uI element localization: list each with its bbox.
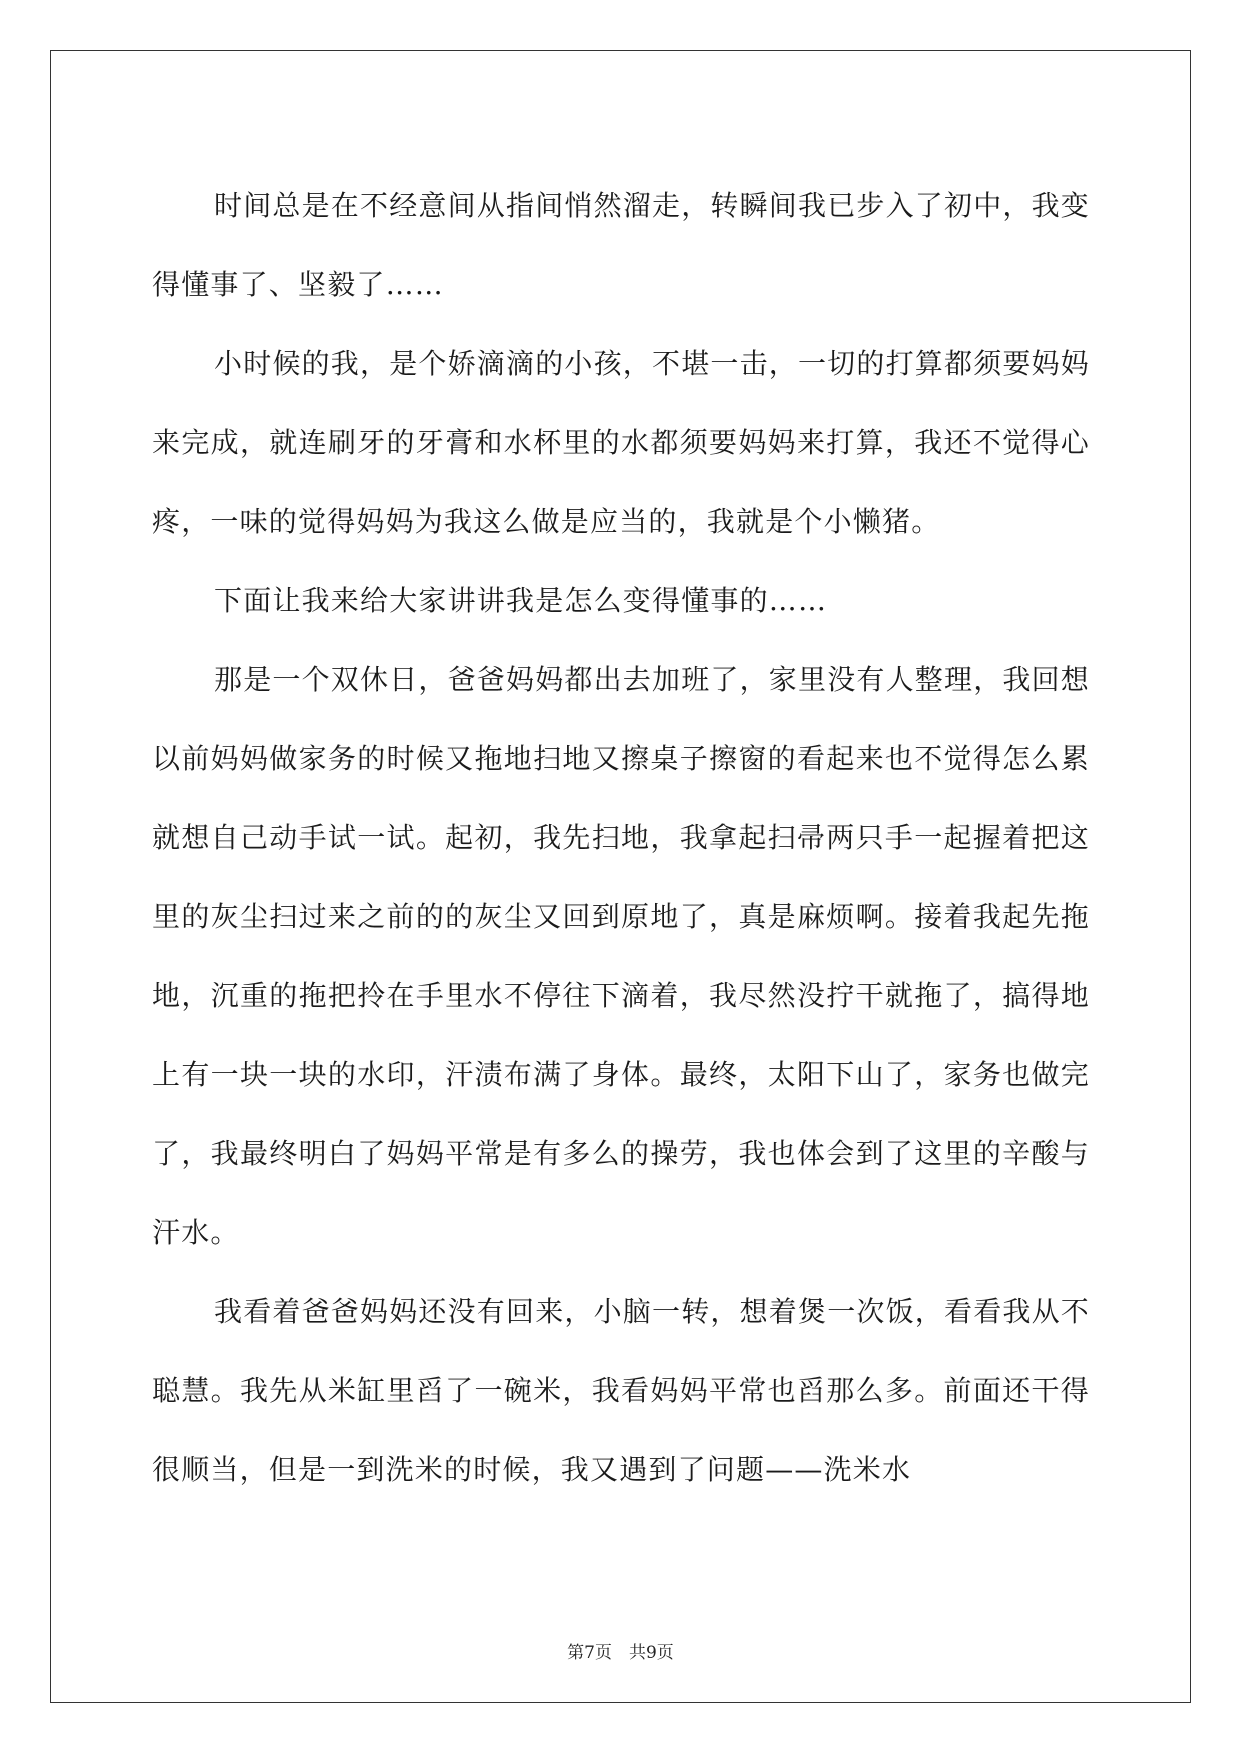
paragraph: 下面让我来给大家讲讲我是怎么变得懂事的…… xyxy=(214,584,828,617)
document-body xyxy=(152,166,1090,1509)
paragraph: 那是一个双休日，爸爸妈妈都出去加班了，家里没有人整理，我回想以前妈妈做家务的时候又拖地扫地又擦桌子擦窗的看起来也不觉得怎么累就想自己动手试一试。起初，我先扫地，我拿起扫帚两只手一起握着把这里的灰尘扫过来之前的的灰尘又回到原地了，真是麻烦啊。接着我起先拖地，沉重的拖把拎在手里水不停往下滴着，我尽然没拧干就拖了，搞得地上有一块一块的水印，汗渍布满了身体。最终，太阳下山了，家务也做完了，我最终明白了妈妈平常是有多么的操劳，我也体会到了这里的辛酸与汗水。 xyxy=(152,663,1091,1249)
paragraph: 我看着爸爸妈妈还没有回来，小脑一转，想着煲一次饭，看看我从不聪慧。我先从米缸里舀了一碗米，我看妈妈平常也舀那么多。前面还干得很顺当，但是一到洗米的时候，我又遇到了问题——洗米水 xyxy=(152,1295,1091,1486)
paragraph: 时间总是在不经意间从指间悄然溜走，转瞬间我已步入了初中，我变得懂事了、坚毅了…… xyxy=(152,189,1091,301)
paragraph: 小时候的我，是个娇滴滴的小孩，不堪一击，一切的打算都须要妈妈来完成，就连刷牙的牙膏和水杯里的水都须要妈妈来打算，我还不觉得心疼，一味的觉得妈妈为我这么做是应当的，我就是个小懒猪。 xyxy=(152,347,1091,538)
page-number-footer: 第7页 共9页 xyxy=(567,1643,674,1663)
